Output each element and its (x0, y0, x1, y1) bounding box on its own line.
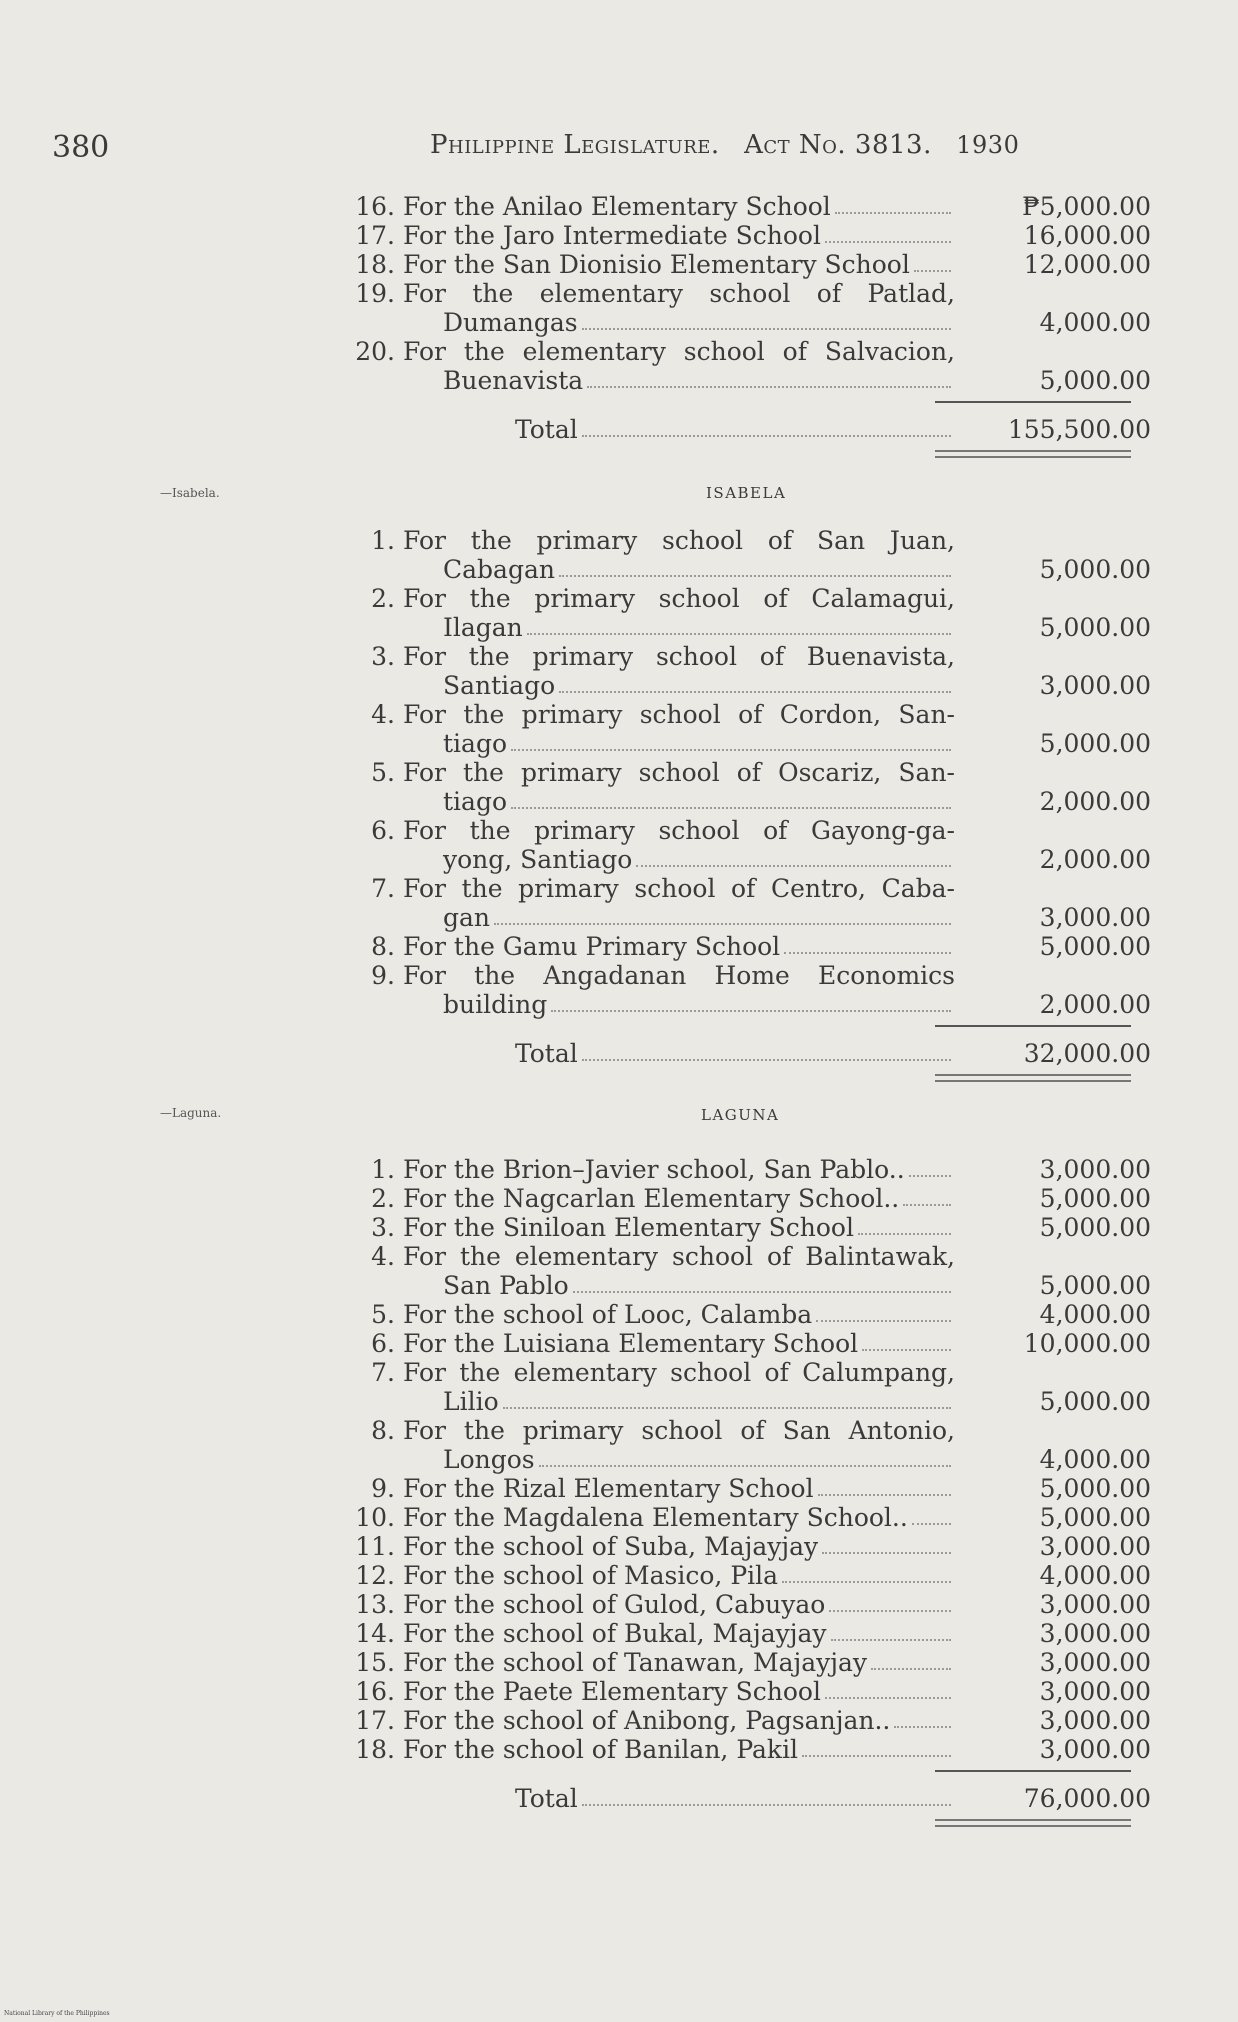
item-text: For the school of Bukal, Majayjay (403, 1619, 827, 1648)
item-number: 15. (355, 1648, 395, 1677)
running-head-year: 1930 (956, 131, 1020, 159)
leader-dots (903, 1204, 951, 1206)
list-item (355, 932, 1151, 961)
item-description (395, 961, 955, 990)
leader-dots (527, 633, 951, 635)
item-text: For the school of Masico, Pila (403, 1561, 779, 1590)
item-amount: 5,000.00 (1039, 729, 1151, 758)
leader-dots (573, 1291, 951, 1293)
list-item (355, 874, 1151, 903)
leader-dots (831, 1639, 951, 1641)
list-item (355, 1532, 1151, 1561)
leader-dots (636, 865, 951, 867)
list-item (355, 1416, 1151, 1445)
list-item (355, 221, 1151, 250)
item-amount: 4,000.00 (1039, 1445, 1151, 1474)
item-amount: 4,000.00 (1039, 1300, 1151, 1329)
item-text: For the school of Gulod, Cabuyao (403, 1590, 826, 1619)
item-text: For the Brion–Javier school, San Pablo.. (403, 1155, 905, 1184)
list-item (355, 337, 1151, 366)
total-amount: 76,000.00 (1023, 1784, 1151, 1813)
item-number: 3. (371, 642, 395, 671)
list-item (355, 613, 1151, 642)
list-item (355, 1677, 1151, 1706)
item-description (395, 990, 955, 1019)
total-amount: 32,000.00 (1023, 1039, 1151, 1068)
item-amount: 3,000.00 (1039, 1619, 1151, 1648)
item-description (395, 555, 955, 584)
item-description (395, 366, 955, 395)
item-amount: 3,000.00 (1039, 1735, 1151, 1764)
running-head-act: Act No. 3813. (744, 130, 932, 160)
leader-dots (559, 575, 951, 577)
item-amount: 5,000.00 (1039, 1503, 1151, 1532)
list-item (355, 1358, 1151, 1387)
item-text: Buenavista (443, 366, 584, 395)
leader-dots (829, 1610, 951, 1612)
item-description (395, 1677, 955, 1706)
margin-note-isabela: —Isabela. (160, 486, 220, 500)
item-amount: 10,000.00 (1023, 1329, 1151, 1358)
total-label: Total (515, 1784, 578, 1813)
item-number: 4. (371, 700, 395, 729)
double-rule (935, 1819, 1131, 1827)
list-item (355, 1735, 1151, 1764)
list-item (355, 1706, 1151, 1735)
list-item (355, 1242, 1151, 1271)
list-item (355, 1619, 1151, 1648)
item-number: 17. (355, 1706, 395, 1735)
list-item (355, 1648, 1151, 1677)
item-text: For the elementary school of Patlad, (403, 279, 955, 308)
list-item (355, 192, 1151, 221)
item-amount: 3,000.00 (1039, 671, 1151, 700)
item-description (395, 1242, 955, 1271)
item-description (395, 1561, 955, 1590)
item-number: 14. (355, 1619, 395, 1648)
item-text: For the Nagcarlan Elementary School.. (403, 1184, 900, 1213)
item-text: For the school of Suba, Majayjay (403, 1532, 819, 1561)
leader-dots (818, 1494, 951, 1496)
item-amount: 4,000.00 (1039, 308, 1151, 337)
list-item (355, 816, 1151, 845)
item-number: 2. (371, 1184, 395, 1213)
total-label: Total (515, 1039, 578, 1068)
item-text: For the Jaro Intermediate School (403, 221, 821, 250)
item-description (395, 308, 955, 337)
item-number: 20. (355, 337, 395, 366)
item-amount: 2,000.00 (1039, 787, 1151, 816)
item-number: 7. (371, 1358, 395, 1387)
item-amount: 5,000.00 (1039, 1213, 1151, 1242)
item-text: For the elementary school of Balintawak, (403, 1242, 955, 1271)
item-description (395, 526, 955, 555)
double-rule (935, 450, 1131, 458)
item-number: 19. (355, 279, 395, 308)
leader-dots (784, 952, 951, 954)
item-number: 6. (371, 1329, 395, 1358)
leader-dots (862, 1349, 951, 1351)
item-description (395, 642, 955, 671)
leader-dots (582, 1059, 951, 1061)
footer-credit: National Library of the Philippines (4, 2010, 110, 2017)
item-description (395, 1503, 955, 1532)
list-item (355, 584, 1151, 613)
item-text: For the Rizal Elementary School (403, 1474, 814, 1503)
total-rule (935, 1025, 1131, 1027)
total-row (355, 1784, 1151, 1813)
item-amount: 5,000.00 (1039, 1184, 1151, 1213)
item-text: For the primary school of Gayong-ga- (403, 816, 955, 845)
item-number: 18. (355, 1735, 395, 1764)
item-amount: 3,000.00 (1039, 1677, 1151, 1706)
list-item (355, 1590, 1151, 1619)
item-text: gan (443, 903, 491, 932)
item-number: 8. (371, 932, 395, 961)
total-description (395, 1039, 955, 1068)
item-text: For the school of Looc, Calamba (403, 1300, 813, 1329)
item-description (395, 1619, 955, 1648)
item-text: Lilio (443, 1387, 499, 1416)
item-description (395, 1648, 955, 1677)
item-number: 17. (355, 221, 395, 250)
item-amount: 5,000.00 (1039, 555, 1151, 584)
total-description (395, 1784, 955, 1813)
running-head-title: Philippine Legislature. (430, 130, 720, 160)
item-number: 9. (371, 1474, 395, 1503)
item-text: For the Angadanan Home Economics (403, 961, 955, 990)
leader-dots (858, 1233, 951, 1235)
item-text: For the primary school of Buenavista, (403, 642, 955, 671)
list-item (355, 903, 1151, 932)
isabela-list (355, 526, 1151, 1082)
item-text: For the school of Banilan, Pakil (403, 1735, 799, 1764)
leader-dots (912, 1523, 951, 1525)
leader-dots (871, 1668, 951, 1670)
leader-dots (822, 1552, 951, 1554)
item-description (395, 279, 955, 308)
leader-dots (551, 1010, 951, 1012)
item-description (395, 787, 955, 816)
item-amount: 12,000.00 (1023, 250, 1151, 279)
item-description (395, 1300, 955, 1329)
item-text: For the elementary school of Salvacion, (403, 337, 955, 366)
item-amount: ₱5,000.00 (1022, 192, 1151, 221)
item-amount: 3,000.00 (1039, 1532, 1151, 1561)
leader-dots (894, 1726, 951, 1728)
item-amount: 3,000.00 (1039, 903, 1151, 932)
item-amount: 5,000.00 (1039, 1271, 1151, 1300)
item-number: 9. (371, 961, 395, 990)
leader-dots (559, 691, 951, 693)
item-text: yong, Santiago (443, 845, 633, 874)
item-text: For the Gamu Primary School (403, 932, 781, 961)
item-text: Ilagan (443, 613, 523, 642)
leader-dots (909, 1175, 951, 1177)
leader-dots (582, 328, 951, 330)
list-item (355, 671, 1151, 700)
item-description (395, 1735, 955, 1764)
item-description (395, 1445, 955, 1474)
list-item (355, 555, 1151, 584)
item-amount: 4,000.00 (1039, 1561, 1151, 1590)
item-text: For the San Dionisio Elementary School (403, 250, 910, 279)
list-item (355, 1445, 1151, 1474)
item-text: For the primary school of San Antonio, (403, 1416, 955, 1445)
item-number: 4. (371, 1242, 395, 1271)
item-number: 1. (371, 1155, 395, 1184)
item-amount: 5,000.00 (1039, 1474, 1151, 1503)
list-item (355, 366, 1151, 395)
section-title-isabela: ISABELA (706, 484, 787, 502)
list-item (355, 526, 1151, 555)
item-text: For the Magdalena Elementary School.. (403, 1503, 908, 1532)
item-text: For the Siniloan Elementary School (403, 1213, 854, 1242)
item-description (395, 250, 955, 279)
item-number: 11. (355, 1532, 395, 1561)
list-item (355, 729, 1151, 758)
list-item (355, 279, 1151, 308)
item-description (395, 1155, 955, 1184)
item-amount: 5,000.00 (1039, 1387, 1151, 1416)
item-description (395, 932, 955, 961)
item-text: For the school of Anibong, Pagsanjan.. (403, 1706, 891, 1735)
item-amount: 3,000.00 (1039, 1706, 1151, 1735)
leader-dots (782, 1581, 951, 1583)
leader-dots (802, 1755, 951, 1757)
item-description (395, 1271, 955, 1300)
item-description (395, 1358, 955, 1387)
list-item (355, 990, 1151, 1019)
total-row (355, 1039, 1151, 1068)
item-description (395, 1706, 955, 1735)
item-description (395, 903, 955, 932)
item-description (395, 1329, 955, 1358)
item-number: 7. (371, 874, 395, 903)
list-item (355, 1561, 1151, 1590)
list-item (355, 1300, 1151, 1329)
item-number: 16. (355, 1677, 395, 1706)
item-amount: 16,000.00 (1023, 221, 1151, 250)
item-amount: 5,000.00 (1039, 613, 1151, 642)
list-item (355, 845, 1151, 874)
section-title-laguna: LAGUNA (701, 1106, 780, 1124)
item-number: 5. (371, 758, 395, 787)
item-description (395, 613, 955, 642)
item-amount: 2,000.00 (1039, 845, 1151, 874)
item-description (395, 700, 955, 729)
total-rule (935, 401, 1131, 403)
item-description (395, 1590, 955, 1619)
leader-dots (825, 241, 951, 243)
item-amount: 3,000.00 (1039, 1590, 1151, 1619)
item-text: San Pablo (443, 1271, 569, 1300)
list-item (355, 1155, 1151, 1184)
item-amount: 3,000.00 (1039, 1155, 1151, 1184)
item-text: For the primary school of Centro, Caba- (403, 874, 955, 903)
leader-dots (511, 807, 951, 809)
item-text: tiago (443, 787, 508, 816)
item-text: For the primary school of Calamagui, (403, 584, 955, 613)
leader-dots (503, 1407, 951, 1409)
margin-note-laguna: —Laguna. (160, 1106, 222, 1120)
item-text: For the primary school of Oscariz, San- (403, 758, 955, 787)
leader-dots (587, 386, 951, 388)
list-item (355, 787, 1151, 816)
item-description (395, 1532, 955, 1561)
item-text: building (443, 990, 548, 1019)
item-text: For the Anilao Elementary School (403, 192, 831, 221)
leader-dots (511, 749, 951, 751)
item-description (395, 192, 955, 221)
item-text: tiago (443, 729, 508, 758)
item-description (395, 1387, 955, 1416)
item-text: For the elementary school of Calumpang, (403, 1358, 955, 1387)
total-rule (935, 1770, 1131, 1772)
item-amount: 2,000.00 (1039, 990, 1151, 1019)
item-number: 8. (371, 1416, 395, 1445)
item-description (395, 729, 955, 758)
item-number: 12. (355, 1561, 395, 1590)
item-description (395, 1416, 955, 1445)
list-item (355, 1387, 1151, 1416)
list-item (355, 1271, 1151, 1300)
total-description (395, 415, 955, 444)
leader-dots (816, 1320, 951, 1322)
item-description (395, 1213, 955, 1242)
item-description (395, 584, 955, 613)
list-item (355, 642, 1151, 671)
list-item (355, 1329, 1151, 1358)
list-item (355, 250, 1151, 279)
item-number: 2. (371, 584, 395, 613)
list-item (355, 1213, 1151, 1242)
item-number: 18. (355, 250, 395, 279)
item-description (395, 1184, 955, 1213)
item-text: Dumangas (443, 308, 578, 337)
iloilo-continued-list (355, 192, 1151, 458)
item-description (395, 845, 955, 874)
item-text: Longos (443, 1445, 535, 1474)
leader-dots (835, 212, 951, 214)
total-label: Total (515, 415, 578, 444)
item-amount: 3,000.00 (1039, 1648, 1151, 1677)
double-rule (935, 1074, 1131, 1082)
list-item (355, 961, 1151, 990)
list-item (355, 1184, 1151, 1213)
item-number: 16. (355, 192, 395, 221)
total-row (355, 415, 1151, 444)
item-number: 6. (371, 816, 395, 845)
item-description (395, 1474, 955, 1503)
leader-dots (914, 270, 951, 272)
page-number: 380 (52, 130, 110, 165)
item-number: 10. (355, 1503, 395, 1532)
item-description (395, 874, 955, 903)
leader-dots (539, 1465, 951, 1467)
leader-dots (825, 1697, 951, 1699)
item-number: 13. (355, 1590, 395, 1619)
item-description (395, 758, 955, 787)
item-description (395, 337, 955, 366)
item-text: Cabagan (443, 555, 555, 584)
total-amount: 155,500.00 (1007, 415, 1151, 444)
list-item (355, 700, 1151, 729)
list-item (355, 1474, 1151, 1503)
item-description (395, 816, 955, 845)
list-item (355, 1503, 1151, 1532)
list-item (355, 308, 1151, 337)
leader-dots (494, 923, 951, 925)
item-text: For the primary school of Cordon, San- (403, 700, 955, 729)
item-text: Santiago (443, 671, 556, 700)
item-amount: 5,000.00 (1039, 366, 1151, 395)
item-number: 3. (371, 1213, 395, 1242)
item-text: For the school of Tanawan, Majayjay (403, 1648, 868, 1677)
item-number: 1. (371, 526, 395, 555)
list-item (355, 758, 1151, 787)
item-description (395, 671, 955, 700)
laguna-list (355, 1155, 1151, 1827)
item-text: For the Paete Elementary School (403, 1677, 821, 1706)
leader-dots (582, 1804, 951, 1806)
running-head (430, 130, 1019, 160)
leader-dots (582, 435, 951, 437)
item-amount: 5,000.00 (1039, 932, 1151, 961)
item-text: For the Luisiana Elementary School (403, 1329, 859, 1358)
item-text: For the primary school of San Juan, (403, 526, 955, 555)
item-description (395, 221, 955, 250)
item-number: 5. (371, 1300, 395, 1329)
